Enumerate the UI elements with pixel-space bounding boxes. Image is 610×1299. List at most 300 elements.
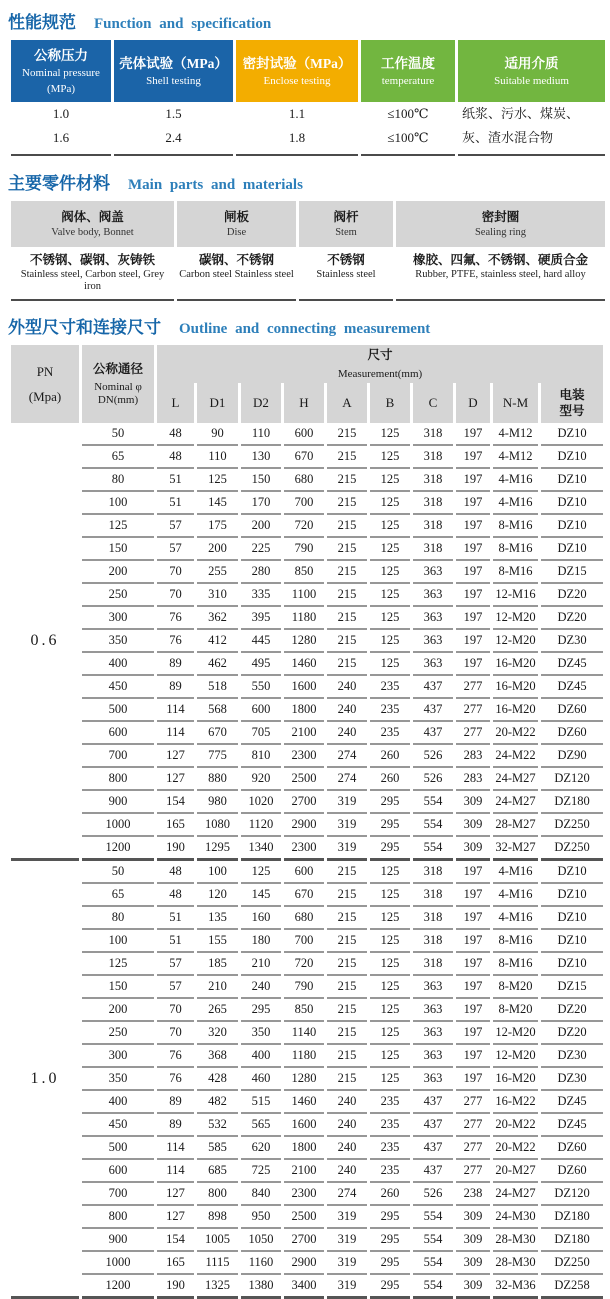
dims-data-cell: 76 [157, 630, 194, 653]
dims-data-cell: 265 [197, 999, 238, 1022]
dims-data-cell: 295 [370, 1229, 410, 1252]
dims-data-cell: 363 [413, 561, 453, 584]
material-part-zh: 阀体、阀盖 [61, 210, 124, 224]
material-value-en: Stainless steel [316, 269, 376, 280]
dimensions-table [8, 345, 606, 1299]
dims-data-cell: 363 [413, 1022, 453, 1045]
dims-data-cell: 125 [370, 630, 410, 653]
spec-value-cell: 1.5 [165, 106, 182, 121]
dims-data-cell: 437 [413, 722, 453, 745]
dims-data-cell: 319 [327, 1229, 367, 1252]
dims-data-cell: 395 [241, 607, 281, 630]
dims-data-cell: 277 [456, 699, 490, 722]
dims-data-cell: 400 [241, 1045, 281, 1068]
dims-subcol-header: A [327, 383, 367, 423]
dims-data-cell: 125 [370, 976, 410, 999]
dims-data-cell: 318 [413, 930, 453, 953]
dims-data-cell: 295 [370, 814, 410, 837]
dims-data-cell: 1180 [284, 1045, 324, 1068]
dims-data-cell: 125 [370, 492, 410, 515]
dims-data-row [11, 930, 603, 953]
section-dimensions [8, 313, 602, 1299]
dims-data-cell: 16-M20 [493, 676, 538, 699]
dims-data-cell: 526 [413, 745, 453, 768]
dims-data-cell: 554 [413, 1229, 453, 1252]
dims-data-cell: 363 [413, 1045, 453, 1068]
dims-data-cell: DZ258 [541, 1275, 603, 1299]
dims-data-cell: 335 [241, 584, 281, 607]
dims-data-cell: 154 [157, 791, 194, 814]
spec-value-cell: 2.4 [114, 126, 233, 156]
dims-data-cell: 215 [327, 515, 367, 538]
dims-data-cell: 2300 [284, 1183, 324, 1206]
dims-data-cell: 309 [456, 814, 490, 837]
spec-header-en: Nominal pressure [22, 66, 100, 79]
dims-data-cell: 125 [370, 1022, 410, 1045]
dims-data-cell: 197 [456, 423, 490, 446]
section-title-en: Outline and connecting measurement [179, 321, 431, 337]
dims-data-cell: DZ60 [541, 1160, 603, 1183]
dims-data-cell: 700 [82, 745, 154, 768]
dims-data-row [11, 1275, 603, 1299]
dims-data-cell: 20-M22 [493, 1114, 538, 1137]
dims-data-cell: 127 [157, 1183, 194, 1206]
dims-data-cell: 482 [197, 1091, 238, 1114]
dims-data-cell: 1325 [197, 1275, 238, 1299]
dims-data-cell: 8-M16 [493, 561, 538, 584]
dims-data-cell: 114 [157, 1160, 194, 1183]
dims-data-cell: 295 [241, 999, 281, 1022]
dims-data-cell: 250 [82, 584, 154, 607]
dims-data-cell: 24-M22 [493, 745, 538, 768]
dims-data-cell: 12-M20 [493, 607, 538, 630]
dims-data-cell: 225 [241, 538, 281, 561]
dims-data-cell: 980 [197, 791, 238, 814]
dims-data-cell: 215 [327, 538, 367, 561]
dims-data-cell: 428 [197, 1068, 238, 1091]
dims-data-cell: 318 [413, 492, 453, 515]
dims-data-cell: 16-M22 [493, 1091, 538, 1114]
section-function-spec [8, 8, 602, 156]
dims-data-cell: 2100 [284, 722, 324, 745]
dims-data-cell: 197 [456, 607, 490, 630]
dims-data-cell: 235 [370, 1137, 410, 1160]
dims-data-cell: 240 [241, 976, 281, 999]
dims-data-cell: DZ60 [541, 1137, 603, 1160]
dims-data-cell: 2100 [284, 1160, 324, 1183]
material-value-en: Carbon steel Stainless steel [179, 269, 294, 280]
dims-data-cell: DZ10 [541, 469, 603, 492]
dims-data-cell: 235 [370, 699, 410, 722]
dims-data-cell: 8-M16 [493, 538, 538, 561]
dims-data-row [11, 630, 603, 653]
dims-data-cell: 319 [327, 791, 367, 814]
dims-data-cell: 300 [82, 1045, 154, 1068]
dims-data-row [11, 1022, 603, 1045]
dims-data-row [11, 699, 603, 722]
dims-data-cell: 1160 [241, 1252, 281, 1275]
dims-data-row [11, 837, 603, 861]
dims-data-cell: 898 [197, 1206, 238, 1229]
dims-data-cell: 90 [197, 423, 238, 446]
dims-data-cell: DZ10 [541, 446, 603, 469]
dims-data-cell: 24-M30 [493, 1206, 538, 1229]
dims-data-cell: 197 [456, 1045, 490, 1068]
dims-data-cell: 215 [327, 861, 367, 884]
dims-data-cell: DZ10 [541, 515, 603, 538]
dims-data-cell: 670 [284, 884, 324, 907]
dims-data-cell: 100 [197, 861, 238, 884]
dims-data-cell: 840 [241, 1183, 281, 1206]
dims-data-cell: 1020 [241, 791, 281, 814]
dims-data-cell: 127 [157, 768, 194, 791]
dims-data-cell: 215 [327, 1068, 367, 1091]
dims-data-cell: DZ10 [541, 884, 603, 907]
material-part-cell [177, 201, 296, 247]
dims-data-cell: 620 [241, 1137, 281, 1160]
dims-data-cell: 309 [456, 1252, 490, 1275]
dims-data-cell: DZ20 [541, 1022, 603, 1045]
spec-header-cell [361, 40, 455, 102]
dims-data-cell: 114 [157, 1137, 194, 1160]
dims-data-cell: 495 [241, 653, 281, 676]
dims-data-cell: 700 [284, 930, 324, 953]
dims-data-cell: 125 [370, 607, 410, 630]
dims-data-cell: 2300 [284, 837, 324, 861]
dims-data-cell: 1800 [284, 1137, 324, 1160]
dims-data-row [11, 1068, 603, 1091]
dims-data-cell: 318 [413, 907, 453, 930]
material-part-en: Stem [335, 227, 357, 238]
dims-data-cell: 240 [327, 699, 367, 722]
section-title-function-spec [8, 8, 602, 35]
dims-data-cell: 462 [197, 653, 238, 676]
dims-data-cell: 240 [327, 676, 367, 699]
dims-data-cell: 1460 [284, 1091, 324, 1114]
dims-data-cell: DZ30 [541, 630, 603, 653]
spec-header-en: Enclose testing [263, 74, 331, 87]
dims-data-cell: 240 [327, 1091, 367, 1114]
dims-data-row [11, 423, 603, 446]
dims-data-cell: 437 [413, 1160, 453, 1183]
dims-data-cell: DZ45 [541, 676, 603, 699]
dims-data-cell: 28-M27 [493, 814, 538, 837]
dims-data-cell: 197 [456, 930, 490, 953]
dims-data-cell: 554 [413, 1275, 453, 1299]
dims-data-cell: 4-M16 [493, 861, 538, 884]
dims-data-cell: 110 [241, 423, 281, 446]
dims-data-row [11, 1114, 603, 1137]
dims-data-cell: 125 [370, 446, 410, 469]
dims-data-row [11, 676, 603, 699]
dims-data-cell: 554 [413, 1252, 453, 1275]
dn-header [82, 345, 154, 423]
dims-subcol-header: H [284, 383, 324, 423]
spec-value-cell: 1.6 [11, 126, 111, 156]
section-title-en: Main parts and materials [128, 177, 303, 193]
spec-value-cell: 1.1 [288, 106, 306, 121]
dims-data-cell: 125 [370, 930, 410, 953]
dims-data-cell: 277 [456, 1160, 490, 1183]
dims-data-cell: 200 [82, 999, 154, 1022]
dims-data-cell: 2700 [284, 791, 324, 814]
dims-data-cell: 309 [456, 1206, 490, 1229]
dims-data-cell: 318 [413, 884, 453, 907]
dims-data-row [11, 722, 603, 745]
dims-data-cell: 76 [157, 607, 194, 630]
dims-data-cell: 280 [241, 561, 281, 584]
dims-data-cell: 197 [456, 469, 490, 492]
material-part-zh: 闸板 [223, 210, 249, 224]
dims-data-cell: 125 [370, 953, 410, 976]
dims-data-cell: 185 [197, 953, 238, 976]
dims-data-cell: 165 [157, 814, 194, 837]
dims-data-cell: DZ45 [541, 1114, 603, 1137]
dims-data-cell: 295 [370, 1252, 410, 1275]
dims-data-cell: 680 [284, 907, 324, 930]
dims-subcol-header: L [157, 383, 194, 423]
actuator-header-line2: 型号 [559, 404, 585, 419]
dims-data-cell: 48 [157, 423, 194, 446]
dims-subcol-header: C [413, 383, 453, 423]
dims-data-cell: 450 [82, 1114, 154, 1137]
dims-data-row [11, 861, 603, 884]
dims-data-cell: 89 [157, 676, 194, 699]
dims-data-row [11, 1160, 603, 1183]
dims-data-cell: 1000 [82, 814, 154, 837]
dims-data-cell: 800 [82, 1206, 154, 1229]
dims-data-cell: 283 [456, 745, 490, 768]
dims-data-row [11, 768, 603, 791]
dims-data-cell: 125 [197, 469, 238, 492]
dims-data-cell: 320 [197, 1022, 238, 1045]
dims-data-cell: 215 [327, 469, 367, 492]
dims-data-cell: 319 [327, 1275, 367, 1299]
spec-header-cell [114, 40, 233, 102]
dims-data-row [11, 469, 603, 492]
dims-data-cell: DZ45 [541, 653, 603, 676]
dims-data-cell: 260 [370, 768, 410, 791]
dims-data-cell: 197 [456, 515, 490, 538]
section-title-zh: 性能规范 [8, 13, 76, 32]
dims-data-cell: 532 [197, 1114, 238, 1137]
dims-data-cell: 65 [82, 884, 154, 907]
dims-subcol-header: B [370, 383, 410, 423]
dims-data-row [11, 561, 603, 584]
dims-data-cell: 114 [157, 722, 194, 745]
dims-data-cell: 680 [284, 469, 324, 492]
spec-header-en: Suitable medium [494, 74, 569, 87]
dims-data-cell: 57 [157, 976, 194, 999]
dims-data-cell: 310 [197, 584, 238, 607]
dims-data-cell: 2700 [284, 1229, 324, 1252]
dims-data-cell: 150 [241, 469, 281, 492]
dims-data-cell: 8-M20 [493, 976, 538, 999]
dims-data-cell: 318 [413, 515, 453, 538]
dims-data-cell: 48 [157, 861, 194, 884]
dims-data-cell: 235 [370, 676, 410, 699]
pn-header-line1: PN [36, 364, 54, 379]
dims-subcol-header: D2 [241, 383, 281, 423]
dims-data-cell: 283 [456, 768, 490, 791]
dims-data-cell: 80 [82, 907, 154, 930]
dims-data-cell: 235 [370, 1114, 410, 1137]
dims-data-cell: 720 [284, 953, 324, 976]
dims-data-cell: DZ20 [541, 584, 603, 607]
dims-data-cell: 318 [413, 861, 453, 884]
dims-data-cell: 725 [241, 1160, 281, 1183]
dims-data-cell: 57 [157, 515, 194, 538]
dims-data-cell: 1460 [284, 653, 324, 676]
dims-data-cell: 125 [82, 515, 154, 538]
dims-data-cell: 309 [456, 1229, 490, 1252]
material-value-zh: 碳钢、不锈钢 [198, 253, 274, 267]
dims-data-cell: 400 [82, 653, 154, 676]
dims-data-cell: DZ250 [541, 837, 603, 861]
dims-data-cell: 565 [241, 1114, 281, 1137]
dims-data-cell: 70 [157, 1022, 194, 1045]
dims-data-cell: 197 [456, 561, 490, 584]
dims-data-cell: 260 [370, 1183, 410, 1206]
spec-value-row [11, 102, 605, 126]
material-part-en: Valve body, Bonnet [51, 227, 134, 238]
dims-data-cell: 350 [82, 630, 154, 653]
dims-data-cell: 1115 [197, 1252, 238, 1275]
dims-data-cell: 1050 [241, 1229, 281, 1252]
spec-header-en: temperature [381, 74, 435, 87]
dims-data-cell: 920 [241, 768, 281, 791]
dims-data-cell: 50 [82, 861, 154, 884]
dims-data-cell: 363 [413, 607, 453, 630]
dims-data-cell: 197 [456, 446, 490, 469]
dims-data-cell: 12-M20 [493, 630, 538, 653]
spec-value-cell: 1.8 [236, 126, 358, 156]
dims-data-cell: 1280 [284, 630, 324, 653]
dims-data-cell: 277 [456, 1091, 490, 1114]
dims-data-cell: 318 [413, 469, 453, 492]
dims-data-cell: 240 [327, 1137, 367, 1160]
dims-data-cell: 89 [157, 1091, 194, 1114]
dims-data-cell: 197 [456, 653, 490, 676]
dims-data-cell: 197 [456, 584, 490, 607]
material-part-en: Dise [226, 227, 247, 238]
dims-data-cell: DZ45 [541, 1091, 603, 1114]
dims-data-cell: 8-M16 [493, 930, 538, 953]
dims-data-cell: 309 [456, 1275, 490, 1299]
dims-data-cell: 89 [157, 1114, 194, 1137]
dims-data-cell: 125 [370, 515, 410, 538]
dims-data-cell: 295 [370, 837, 410, 861]
dims-data-cell: DZ60 [541, 722, 603, 745]
dims-data-cell: 210 [197, 976, 238, 999]
dims-data-cell: 600 [241, 699, 281, 722]
dims-data-row [11, 1229, 603, 1252]
dims-data-cell: 295 [370, 791, 410, 814]
dims-data-cell: 197 [456, 907, 490, 930]
dims-data-cell: 135 [197, 907, 238, 930]
dims-data-cell: 200 [241, 515, 281, 538]
dims-data-cell: 900 [82, 1229, 154, 1252]
dims-data-cell: 4-M12 [493, 446, 538, 469]
dims-data-cell: 445 [241, 630, 281, 653]
dims-data-cell: DZ10 [541, 930, 603, 953]
materials-value-row [11, 247, 605, 301]
dims-data-cell: 850 [284, 561, 324, 584]
materials-table [8, 201, 608, 301]
dims-data-cell: 1800 [284, 699, 324, 722]
dims-data-cell: 800 [82, 768, 154, 791]
dims-data-cell: 197 [456, 492, 490, 515]
material-part-en: Sealing ring [474, 227, 527, 238]
dims-data-cell: 125 [82, 953, 154, 976]
dims-data-cell: 190 [157, 1275, 194, 1299]
dims-data-cell: 554 [413, 837, 453, 861]
dims-data-cell: DZ60 [541, 699, 603, 722]
dims-data-cell: 318 [413, 423, 453, 446]
dims-data-cell: 240 [327, 1114, 367, 1137]
dims-data-cell: 125 [370, 884, 410, 907]
dims-data-cell: 125 [370, 538, 410, 561]
dims-data-cell: 125 [370, 861, 410, 884]
dims-data-cell: 685 [197, 1160, 238, 1183]
dims-data-cell: 215 [327, 446, 367, 469]
dims-data-cell: DZ15 [541, 561, 603, 584]
material-value-cell [396, 247, 605, 301]
pn-group-label: 0.6 [11, 423, 79, 861]
dims-data-cell: 197 [456, 1068, 490, 1091]
dims-data-cell: 215 [327, 607, 367, 630]
dims-data-cell: 460 [241, 1068, 281, 1091]
section-materials [8, 169, 602, 301]
dims-data-row [11, 907, 603, 930]
dims-data-cell: 670 [284, 446, 324, 469]
dims-data-cell: 215 [327, 930, 367, 953]
dims-data-cell: 24-M27 [493, 768, 538, 791]
dims-data-cell: 600 [284, 861, 324, 884]
dims-data-row [11, 1091, 603, 1114]
dims-data-cell: 120 [197, 884, 238, 907]
dims-data-cell: 110 [197, 446, 238, 469]
dims-data-cell: 600 [284, 423, 324, 446]
dims-data-cell: 363 [413, 630, 453, 653]
dims-data-row [11, 538, 603, 561]
material-value-cell [11, 247, 174, 301]
dims-data-cell: 238 [456, 1183, 490, 1206]
dims-data-cell: 51 [157, 492, 194, 515]
spec-header-zh: 适用介质 [504, 55, 559, 71]
dims-data-cell: 600 [82, 1160, 154, 1183]
dims-data-cell: 235 [370, 1160, 410, 1183]
dims-data-row [11, 492, 603, 515]
dims-data-cell: 215 [327, 561, 367, 584]
dims-data-cell: 125 [370, 653, 410, 676]
dims-data-cell: 1200 [82, 837, 154, 861]
dims-data-cell: 145 [197, 492, 238, 515]
dims-data-cell: 554 [413, 814, 453, 837]
dims-data-cell: 350 [82, 1068, 154, 1091]
dims-data-cell: 125 [370, 423, 410, 446]
dims-data-cell: 363 [413, 976, 453, 999]
dims-data-cell: DZ20 [541, 607, 603, 630]
material-value-zh: 橡胶、四氟、不锈钢、硬质合金 [412, 253, 588, 267]
function-spec-table [8, 40, 608, 156]
dims-data-cell: 170 [241, 492, 281, 515]
materials-header-row [11, 201, 605, 247]
dims-data-cell: 250 [82, 1022, 154, 1045]
material-value-en: Stainless steel, Carbon steel, Grey iron [20, 269, 165, 292]
dims-data-row [11, 653, 603, 676]
dims-data-cell: 235 [370, 1091, 410, 1114]
